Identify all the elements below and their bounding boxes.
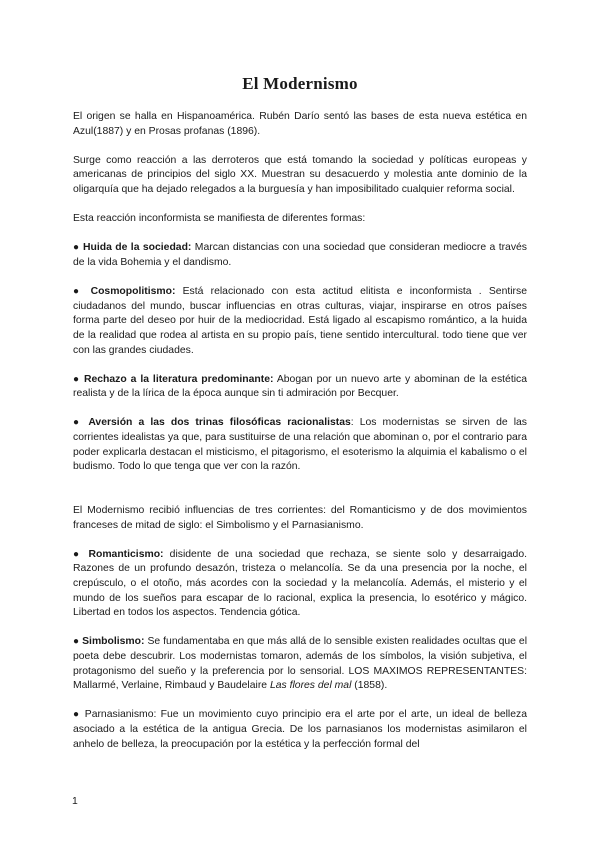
bullet-icon: ●: [73, 636, 80, 648]
term-description: Marcan distancias con una sociedad que consideran mediocre a través de la vida Bohemia y el dandismo.: [73, 242, 527, 268]
bullet-icon: ●: [73, 242, 80, 254]
origin-paragraph: Surge como reacción a las derroteros que está tomando la sociedad y políticas europeas y americanas de principios del siglo XX. Muestran su desacuerdo y molestia ante dominio de la oligarquía que ha dejado relegados a la burguesía y han imposibilitado cualquier reforma social.: [73, 154, 527, 195]
term-description: Está relacionado con esta actitud elitista e inconformista . Sentirse ciudadanos del mundo, buscar influencias en otras culturas, viajar, inspirarse en otros países forma parte del deseo por huir de la mediocridad. Está ligado al escapismo romántico, a la huida de la realidad que rodea al artista en su propio país, tiene sentido intercultural. todo tiene que ver con las grandes ciudades.: [73, 286, 527, 356]
list-item-cosmopolitismo: [73, 285, 527, 358]
term-label: Huida de la sociedad:: [83, 242, 192, 254]
bullet-icon: ●: [73, 548, 83, 560]
list-item-aversion: [73, 416, 527, 474]
term-label: Simbolismo:: [82, 636, 145, 648]
term-description: Se fundamentaba en que más allá de lo sensible existen realidades ocultas que el poeta debe descubrir. Los modernistas tomaron, además de los símbolos, la visión subjetiva, el protagonismo del sueño y la preferencia por lo sensorial. LOS MAXIMOS REPRESENTANTES: Mallarmé, Verlaine, Rimbaud y Baudelaire: [73, 636, 527, 692]
term-label: Romanticismo:: [88, 548, 164, 560]
term-label: Aversión a las dos trinas filosóficas racionalistas: [88, 417, 351, 429]
intro-paragraph: El origen se halla en Hispanoamérica. Rubén Darío sentó las bases de esta nueva estética en Azul(1887) y en Prosas profanas (1896).: [73, 111, 527, 137]
bullet-icon: ●: [73, 286, 84, 298]
book-year: (1858).: [351, 680, 388, 692]
term-description: Parnasianismo: Fue un movimiento cuyo principio era el arte por el arte, un ideal de belleza asociado a la estética de la antigua Grecia. De los parnasianos los modernistas asimilaron el anhelo de belleza, la preocupación por la estética y la perfección formal del: [73, 709, 527, 750]
bullet-icon: ●: [73, 417, 83, 429]
term-label: Cosmopolitismo:: [90, 286, 176, 298]
page-number: 1: [72, 796, 78, 807]
bullet-icon: ●: [73, 373, 81, 385]
list-item-huida: [73, 241, 527, 270]
term-description: Abogan por un nuevo arte y abominan de la estética realista y de la lírica de la época aunque sin ti admiración por Becquer.: [73, 373, 527, 400]
book-title: Las flores del mal: [269, 680, 352, 692]
list-item-rechazo: [73, 373, 527, 402]
page-title: El Modernismo: [242, 74, 358, 93]
list-item-simbolismo: [73, 635, 527, 693]
forms-intro-paragraph: Esta reacción inconformista se manifiesta de diferentes formas:: [73, 213, 366, 225]
document-body: [73, 110, 527, 767]
spacer: [73, 489, 527, 504]
influences-paragraph: El Modernismo recibió influencias de tres corrientes: del Romanticismo y de dos movimientos franceses de mitad de siglo: el Simbolismo y el Parnasianismo.: [73, 505, 527, 531]
term-description: disidente de una sociedad que rechaza, se siente solo y desarraigado. Razones de un profundo desazón, tristeza o melancolía. Se da una presencia por la noche, el crepúsculo, o el otoño, más acordes con la sociedad y la melancolía. Además, el misterio y el mundo de los sueños para escapar de lo racional, explica la presencia, lo esotérico y mágico. Libertad en todos los aspectos. Tendencia gótica.: [73, 548, 527, 619]
term-label: Rechazo a la literatura predominante:: [84, 373, 274, 385]
bullet-icon: ●: [73, 709, 81, 721]
term-description: : Los modernistas se sirven de las corrientes idealistas ya que, para sustituirse de una relación que abominan o, por el contrario para poder explicarla destacan el misticismo, el pitagorismo, el esoterismo la alquimia el kabalismo o el budismo. Todo lo que tenga que ver con la razón.: [73, 417, 527, 473]
list-item-romanticismo: [73, 548, 527, 621]
list-item-parnasianismo: [73, 708, 527, 752]
